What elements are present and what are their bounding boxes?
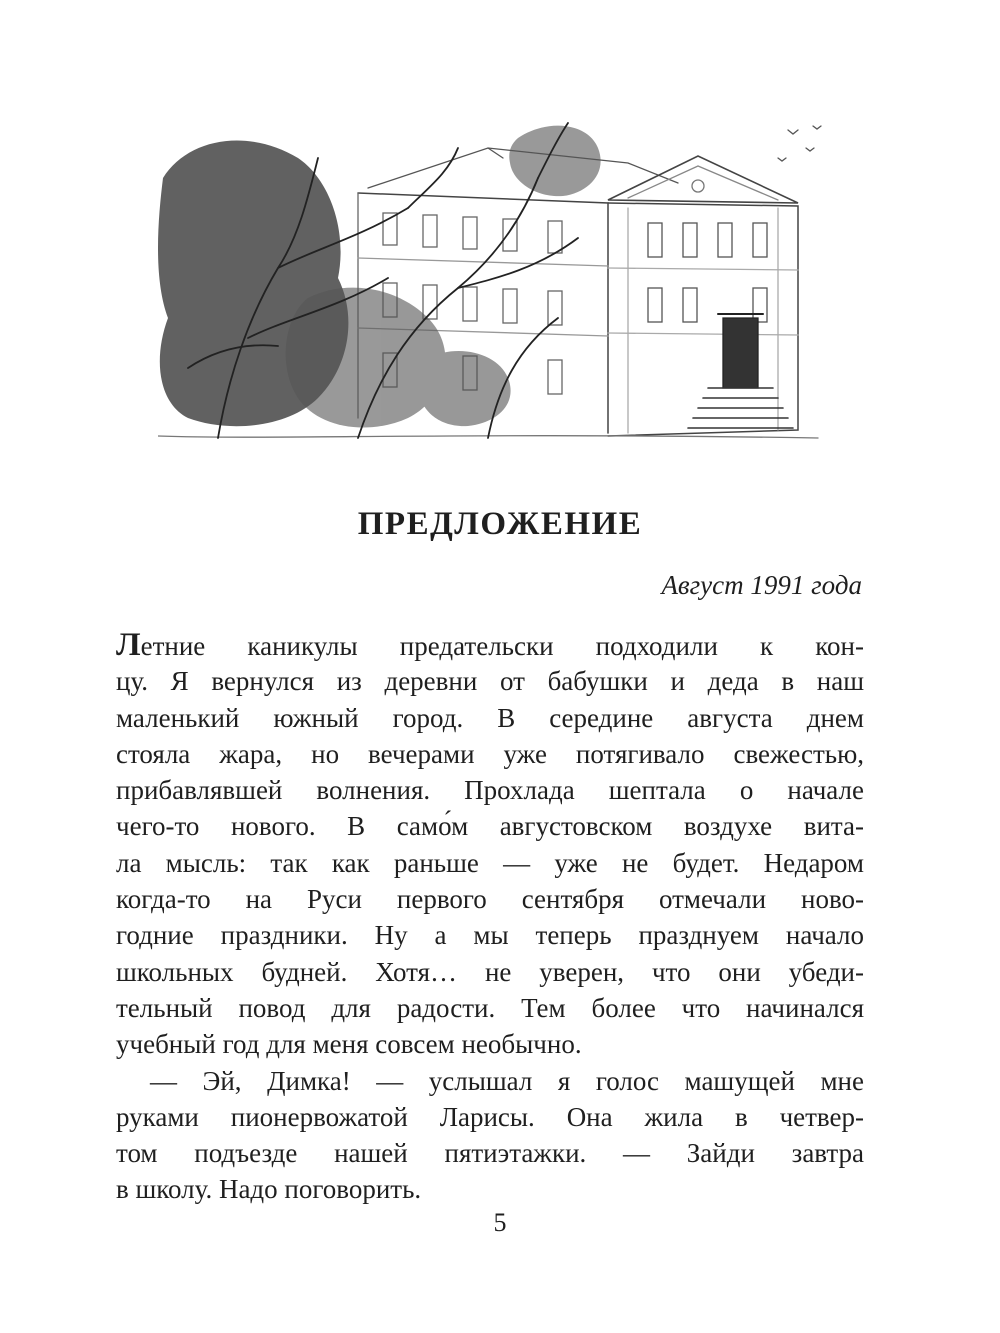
school-building-illustration	[158, 118, 826, 448]
text-line: учебный год для меня совсем необычно.	[116, 1029, 582, 1060]
text-line: когда-то на Руси первого сентября отмечали ново-	[116, 884, 864, 915]
body-text	[116, 627, 864, 1208]
text-line: — Эй, Димка! — услышал я голос машущей мне	[150, 1065, 864, 1096]
text-line: руками пионервожатой Ларисы. Она жила в четвер-	[116, 1101, 864, 1132]
text-line: тельный повод для радости. Тем более что начинался	[116, 992, 864, 1023]
text-line-content: етние каникулы предательски подходили к кон-	[140, 631, 864, 661]
drop-cap: Л	[116, 627, 141, 663]
text-line: прибавлявшей волнения. Прохлада шептала о начале	[116, 775, 864, 806]
text-line: в школу. Надо поговорить.	[116, 1174, 422, 1205]
text-line: ла мысль: так как раньше — уже не будет. Недаром	[116, 847, 864, 878]
text-line: том подъезде нашей пятиэтажки. — Зайди завтра	[116, 1138, 864, 1169]
text-line: чего-то нового. В само́м августовском воздухе вита-	[116, 811, 864, 842]
text-line: маленький южный город. В середине августа днем	[116, 702, 864, 733]
chapter-date: Август 1991 года	[661, 570, 862, 600]
text-line: стояла жара, но вечерами уже потягивало свежестью,	[116, 738, 864, 769]
text-line	[116, 627, 864, 663]
page-number: 5	[493, 1208, 507, 1237]
text-line: цу. Я вернулся из деревни от бабушки и деда в наш	[116, 666, 864, 697]
text-line: школьных будней. Хотя… не уверен, что они убеди-	[116, 956, 864, 987]
text-line: годние праздники. Ну а мы теперь празднуем начало	[116, 920, 864, 951]
chapter-title: ПРЕДЛОЖЕНИЕ	[357, 506, 643, 542]
